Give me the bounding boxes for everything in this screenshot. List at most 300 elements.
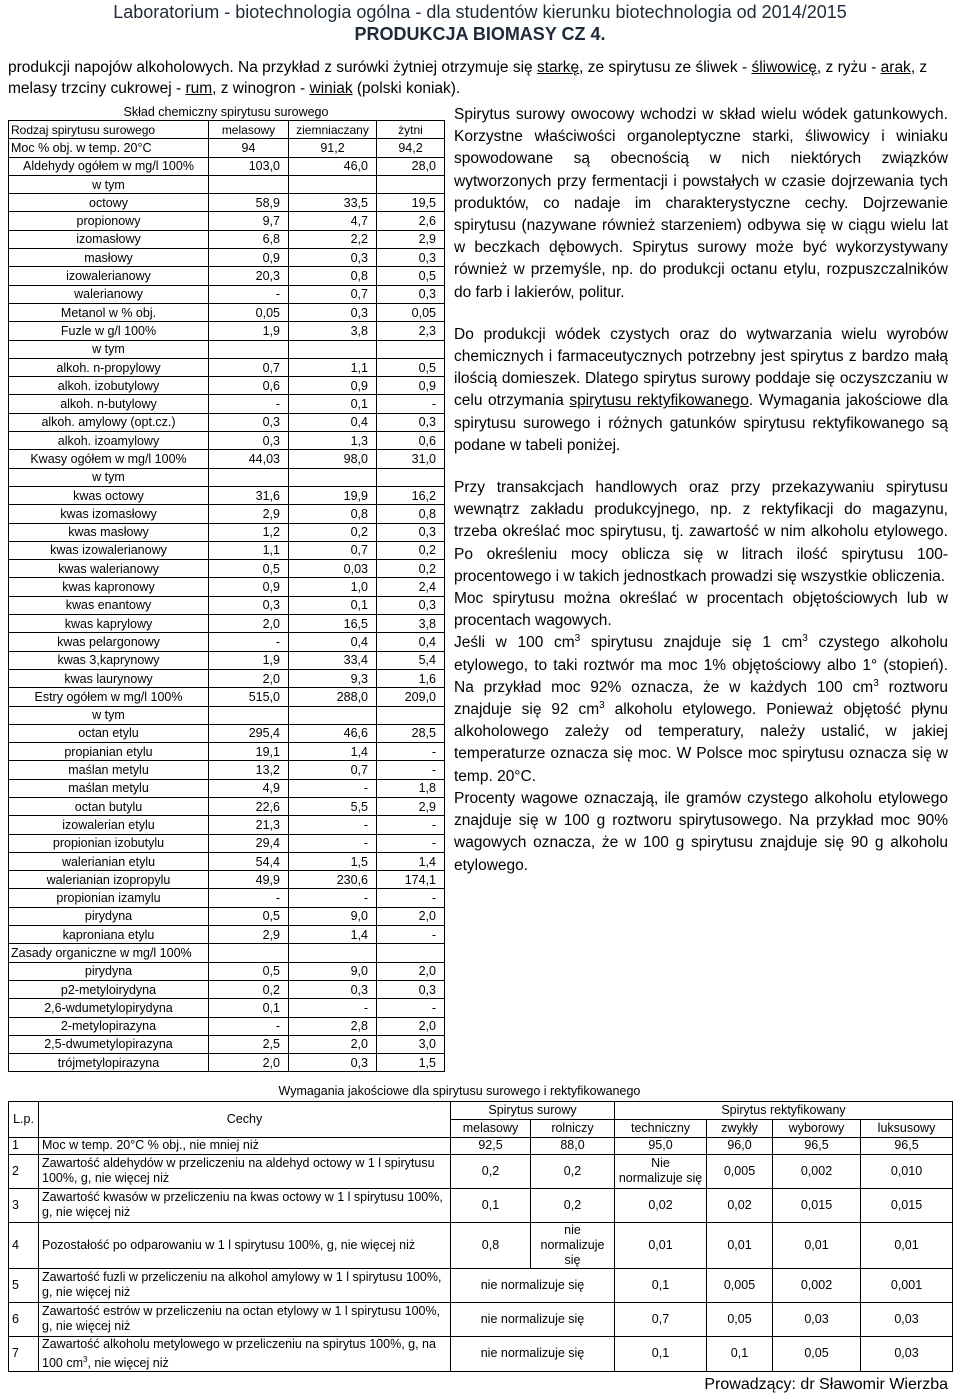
right-text-column [454, 104, 948, 877]
intro-paragraph: produkcji napojów alkoholowych. Na przykład z surówki żytniej otrzymuje się starkę, ze spirytusu ze śliwek - śliwowicę, z ryżu - arak, z melasy trzciny cukrowej - rum, z winogron - winiak (polski koniak). [8, 59, 928, 97]
chem-table-row [9, 926, 445, 944]
chem-table-row [9, 907, 445, 925]
chem-value-b [289, 944, 377, 962]
chem-table-row [9, 139, 445, 157]
chem-value-b: 0,2 [289, 523, 377, 541]
chem-value-b: 1,0 [289, 578, 377, 596]
chem-table-row [9, 962, 445, 980]
chem-value-a: 0,9 [209, 578, 289, 596]
chem-table-row [9, 1017, 445, 1035]
chem-value-b: 98,0 [289, 450, 377, 468]
chem-value-c: 1,4 [377, 852, 445, 870]
chem-value-a: 0,05 [209, 303, 289, 321]
requirements-value: 0,2 [531, 1188, 615, 1222]
chem-row-name: kwas octowy [9, 486, 209, 504]
chem-value-b: - [289, 834, 377, 852]
chem-table-row [9, 432, 445, 450]
chem-value-b: 0,3 [289, 1054, 377, 1072]
chem-value-b: 0,8 [289, 267, 377, 285]
chem-value-b: 4,7 [289, 212, 377, 230]
chem-value-b: 1,4 [289, 926, 377, 944]
chem-row-name: propionowy [9, 212, 209, 230]
chem-value-a: - [209, 285, 289, 303]
chem-value-a: 0,7 [209, 358, 289, 376]
requirements-row-feature: Zawartość aldehydów w przeliczeniu na aldehyd octowy w 1 l spirytusu 100%, g, nie więcej niż [39, 1154, 451, 1188]
term-starka: starkę [536, 59, 580, 76]
chem-value-a: 0,5 [209, 560, 289, 578]
chem-table-row [9, 871, 445, 889]
chem-row-name: walerianowy [9, 285, 209, 303]
col-lp: L.p. [9, 1101, 39, 1137]
chem-value-a: 0,3 [209, 596, 289, 614]
chem-value-a: 0,9 [209, 249, 289, 267]
chem-value-a: 0,1 [209, 999, 289, 1017]
chem-table-row [9, 651, 445, 669]
chem-row-name: Zasady organiczne w mg/l 100% [9, 944, 209, 962]
chem-value-a: 54,4 [209, 852, 289, 870]
chem-value-b: 0,4 [289, 413, 377, 431]
chem-value-a: 22,6 [209, 797, 289, 815]
requirements-table-title: Wymagania jakościowe dla spirytusu surowego i rektyfikowanego [278, 1084, 641, 1099]
chem-row-name: alkoh. izoamylowy [9, 432, 209, 450]
chem-table-row [9, 121, 445, 139]
chem-value-a: 515,0 [209, 688, 289, 706]
chem-row-name: kwas enantowy [9, 596, 209, 614]
chem-value-c: 28,0 [377, 157, 445, 175]
chem-value-a: 0,6 [209, 377, 289, 395]
chem-value-b: 33,4 [289, 651, 377, 669]
chem-value-a: 19,1 [209, 743, 289, 761]
chem-value-c: 0,3 [377, 285, 445, 303]
chem-value-b: - [289, 889, 377, 907]
chem-row-name: Kwasy ogółem w mg/l 100% [9, 450, 209, 468]
chem-table-row [9, 1054, 445, 1072]
requirements-value: 96,0 [707, 1137, 773, 1154]
chem-value-b: 46,0 [289, 157, 377, 175]
chem-value-a: - [209, 395, 289, 413]
chem-table-row [9, 797, 445, 815]
col-zwykly: zwykły [707, 1119, 773, 1137]
paragraph-spirytus-owocowy: Spirytus surowy owocowy wchodzi w skład wielu wódek gatunkowych. Korzystne właściwości organoleptyczne starki, śliwowicy i winiaku spowodowane są obecnością w nich niektórych związków wytworzonych przy fermentacji i powstałych w czasie dojrzewania tych produktów, co nadaje im charakterystyczne cechy. Dojrzewanie spirytusu (nazywane również starzeniem) odbywa się w ciągu wielu lat w beczkach dębowych. Spirytus surowy może być wykorzystywany również w przemyśle, np. do produkcji octanu etylu, rozpuszczalników do farb i lakierów, politur. [454, 106, 948, 301]
chem-table-row [9, 413, 445, 431]
chem-table-row [9, 980, 445, 998]
requirements-value: 95,0 [615, 1137, 707, 1154]
chem-row-name: kwas laurynowy [9, 669, 209, 687]
chem-value-a: 2,0 [209, 615, 289, 633]
chem-value-a [209, 175, 289, 193]
chem-value-a: 58,9 [209, 194, 289, 212]
chem-table-row [9, 212, 445, 230]
chem-value-b: ziemniaczany [289, 121, 377, 139]
chem-value-a: 103,0 [209, 157, 289, 175]
chem-value-a: 2,9 [209, 505, 289, 523]
chem-row-name: w tym [9, 706, 209, 724]
chem-value-a: 21,3 [209, 816, 289, 834]
chem-value-c: 209,0 [377, 688, 445, 706]
header-subtitle: PRODUKCJA BIOMASY CZ 4. [354, 24, 606, 44]
chem-value-a: 2,0 [209, 1054, 289, 1072]
chem-row-name: 2,6-wdumetylopirydyna [9, 999, 209, 1017]
requirements-row-number: 5 [9, 1268, 39, 1302]
chem-value-a: 13,2 [209, 761, 289, 779]
chem-value-a: 295,4 [209, 724, 289, 742]
chem-row-name: kaproniana etylu [9, 926, 209, 944]
chem-value-b [289, 340, 377, 358]
requirements-row-feature: Moc w temp. 20°C % obj., nie mniej niż [39, 1137, 451, 1154]
chem-row-name: walerianian etylu [9, 852, 209, 870]
chem-value-c: 2,0 [377, 907, 445, 925]
chem-row-name: octan butylu [9, 797, 209, 815]
requirements-value: 0,1 [615, 1336, 707, 1371]
chem-value-c: 3,8 [377, 615, 445, 633]
requirements-row-feature: Zawartość estrów w przeliczeniu na octan etylowy w 1 l spirytusu 100%, g, nie więcej niż [39, 1302, 451, 1336]
chem-value-c [377, 340, 445, 358]
col-techniczny: techniczny [615, 1119, 707, 1137]
chem-table-row [9, 578, 445, 596]
chem-table-row [9, 395, 445, 413]
requirements-value: 0,01 [773, 1222, 861, 1268]
requirements-value: 0,03 [861, 1302, 953, 1336]
chem-value-c: 2,9 [377, 230, 445, 248]
chem-value-b: 288,0 [289, 688, 377, 706]
term-arak: arak [880, 59, 911, 76]
chem-row-name: alkoh. izobutylowy [9, 377, 209, 395]
paragraph-moc-spirytusu: Moc spirytusu można określać w procentach objętościowych lub w procentach wagowych. [454, 590, 948, 630]
chem-row-name: alkoh. n-butylowy [9, 395, 209, 413]
chem-value-c: 1,5 [377, 1054, 445, 1072]
chem-value-a: melasowy [209, 121, 289, 139]
requirements-value: 0,02 [615, 1188, 707, 1222]
chem-value-b: - [289, 779, 377, 797]
chem-value-a: 0,5 [209, 962, 289, 980]
term-sliwowica: śliwowicę [751, 59, 817, 76]
chem-row-name: w tym [9, 175, 209, 193]
chem-value-b: 0,9 [289, 377, 377, 395]
chem-table-row [9, 541, 445, 559]
chem-value-a: 0,2 [209, 980, 289, 998]
requirements-value: 0,01 [707, 1222, 773, 1268]
requirements-row [9, 1302, 953, 1336]
chem-table-row [9, 450, 445, 468]
chem-value-b: 46,6 [289, 724, 377, 742]
chem-value-a [209, 340, 289, 358]
chem-value-c: 0,3 [377, 596, 445, 614]
chem-table-row [9, 194, 445, 212]
chem-row-name: kwas izowalerianowy [9, 541, 209, 559]
chem-value-c: 0,05 [377, 303, 445, 321]
requirements-value: 0,1 [615, 1268, 707, 1302]
chem-row-name: izowalerianowy [9, 267, 209, 285]
chem-row-name: Moc % obj. w temp. 20°C [9, 139, 209, 157]
col-wyborowy: wyborowy [773, 1119, 861, 1137]
chem-value-a: 29,4 [209, 834, 289, 852]
term-rum: rum [185, 80, 213, 97]
chem-value-b: 1,5 [289, 852, 377, 870]
chem-value-c: 0,2 [377, 541, 445, 559]
chem-value-b: 0,3 [289, 980, 377, 998]
chem-row-name: kwas kapronowy [9, 578, 209, 596]
chem-row-name: 2,5-dwumetylopirazyna [9, 1035, 209, 1053]
requirements-value: 0,2 [451, 1154, 531, 1188]
requirements-value: 0,005 [707, 1154, 773, 1188]
chem-row-name: kwas kaprylowy [9, 615, 209, 633]
chem-row-name: propionian izobutylu [9, 834, 209, 852]
footer-lecturer: Prowadzący: dr Sławomir Wierzba [704, 1376, 948, 1393]
chem-value-b [289, 468, 377, 486]
chem-value-a: - [209, 633, 289, 651]
chem-row-name: alkoh. amylowy (opt.cz.) [9, 413, 209, 431]
term-winiak: winiak [309, 80, 353, 97]
chem-value-c: 28,5 [377, 724, 445, 742]
chem-value-a: 9,7 [209, 212, 289, 230]
requirements-row-number: 7 [9, 1336, 39, 1371]
chem-value-a: 4,9 [209, 779, 289, 797]
chem-row-name: alkoh. n-propylowy [9, 358, 209, 376]
chem-table-row [9, 230, 445, 248]
chem-row-name: izowalerian etylu [9, 816, 209, 834]
chem-value-c: - [377, 743, 445, 761]
chem-table-row [9, 999, 445, 1017]
chem-row-name: kwas pelargonowy [9, 633, 209, 651]
chem-table-row [9, 1035, 445, 1053]
requirements-merged-value: nie normalizuje się [451, 1302, 615, 1336]
chemical-composition-table [8, 104, 444, 1072]
chem-table-row [9, 633, 445, 651]
chem-value-c: 2,3 [377, 322, 445, 340]
chem-row-name: 2-metylopirazyna [9, 1017, 209, 1035]
chem-value-a: 1,9 [209, 651, 289, 669]
chem-row-name: Estry ogółem w mg/l 100% [9, 688, 209, 706]
chem-row-name: maślan metylu [9, 779, 209, 797]
chem-value-b: 0,4 [289, 633, 377, 651]
chem-value-c: 2,9 [377, 797, 445, 815]
requirements-value: Nie normalizuje się [615, 1154, 707, 1188]
requirements-table [8, 1083, 952, 1372]
chem-row-name: w tym [9, 340, 209, 358]
chem-value-a: 1,2 [209, 523, 289, 541]
col-luksusowy: luksusowy [861, 1119, 953, 1137]
paragraph-procent-wagowy: Procenty wagowe oznaczają, ile gramów czystego alkoholu etylowego znajduje się w 100 g roztworu spirytusowego. Na przykład moc 90% wagowych oznacza, że w 100 g spirytusu znajduje się 90 g alkoholu etylowego. [454, 789, 948, 874]
chem-table-row [9, 157, 445, 175]
chem-row-name: kwas masłowy [9, 523, 209, 541]
requirements-row-number: 1 [9, 1137, 39, 1154]
requirements-value: 88,0 [531, 1137, 615, 1154]
chem-value-c: 0,6 [377, 432, 445, 450]
chem-row-name: izomasłowy [9, 230, 209, 248]
requirements-row [9, 1137, 953, 1154]
chem-value-c: 2,0 [377, 962, 445, 980]
requirements-value: 0,01 [861, 1222, 953, 1268]
requirements-row [9, 1154, 953, 1188]
chem-row-name: maślan metylu [9, 761, 209, 779]
requirements-value: 0,05 [773, 1336, 861, 1371]
chem-row-name: kwas walerianowy [9, 560, 209, 578]
chem-value-b: 33,5 [289, 194, 377, 212]
chem-value-a: 0,3 [209, 413, 289, 431]
chem-value-b: 2,8 [289, 1017, 377, 1035]
chem-value-b: 0,1 [289, 596, 377, 614]
chem-value-c: 1,8 [377, 779, 445, 797]
chem-table-row [9, 615, 445, 633]
chem-table-row [9, 175, 445, 193]
requirements-value: 0,05 [707, 1302, 773, 1336]
requirements-value: nie normalizuje się [531, 1222, 615, 1268]
chem-row-name: Aldehydy ogółem w mg/l 100% [9, 157, 209, 175]
requirements-value: 0,7 [615, 1302, 707, 1336]
chem-value-a: 44,03 [209, 450, 289, 468]
chem-value-b: 1,4 [289, 743, 377, 761]
chem-value-b: 19,9 [289, 486, 377, 504]
requirements-value: 0,005 [707, 1268, 773, 1302]
chem-value-b: 1,3 [289, 432, 377, 450]
requirements-row-feature: Zawartość kwasów w przeliczeniu na kwas octowy w 1 l spirytusu 100%, g, nie więcej niż [39, 1188, 451, 1222]
chem-value-c: 0,9 [377, 377, 445, 395]
chem-value-b: 0,1 [289, 395, 377, 413]
chem-value-b [289, 175, 377, 193]
chem-row-name: octan etylu [9, 724, 209, 742]
chem-value-c: - [377, 816, 445, 834]
chem-value-c [377, 706, 445, 724]
requirements-value: 0,010 [861, 1154, 953, 1188]
requirements-value: 0,2 [531, 1154, 615, 1188]
requirements-value: 0,03 [861, 1336, 953, 1371]
chem-row-name: Fuzle w g/l 100% [9, 322, 209, 340]
chem-value-c: - [377, 926, 445, 944]
chem-row-name: propionian izamylu [9, 889, 209, 907]
requirements-value: 0,03 [773, 1302, 861, 1336]
chem-value-b: 2,2 [289, 230, 377, 248]
chem-table-row [9, 468, 445, 486]
requirements-value: 92,5 [451, 1137, 531, 1154]
chem-value-b: 3,8 [289, 322, 377, 340]
chem-value-a [209, 468, 289, 486]
requirements-row-feature: Zawartość alkoholu metylowego w przeliczeniu na spirytus 100%, g, na 100 $cm^3$, nie więcej niż [39, 1336, 451, 1371]
chem-table-row [9, 743, 445, 761]
col-spirytus-rektyfikowany: Spirytus rektyfikowany [615, 1101, 953, 1119]
col-melasowy: melasowy [451, 1119, 531, 1137]
chem-row-name: Rodzaj spirytusu surowego [9, 121, 209, 139]
chem-value-c: 31,0 [377, 450, 445, 468]
chem-value-c: 0,8 [377, 505, 445, 523]
chem-value-c: 1,6 [377, 669, 445, 687]
chem-table-row [9, 706, 445, 724]
header-title: Laboratorium - biotechnologia ogólna - dla studentów kierunku biotechnologia od 2014/2015 [113, 2, 847, 22]
chem-value-c: 94,2 [377, 139, 445, 157]
chem-value-a: 20,3 [209, 267, 289, 285]
chem-row-name: kwas 3,kaprynowy [9, 651, 209, 669]
chem-table-row [9, 669, 445, 687]
chem-value-b: 9,3 [289, 669, 377, 687]
chem-value-a: 1,9 [209, 322, 289, 340]
requirements-value: 96,5 [773, 1137, 861, 1154]
requirements-row [9, 1188, 953, 1222]
requirements-row [9, 1222, 953, 1268]
requirements-row-number: 4 [9, 1222, 39, 1268]
chem-value-a: 1,1 [209, 541, 289, 559]
chem-table-row [9, 285, 445, 303]
col-spirytus-surowy: Spirytus surowy [451, 1101, 615, 1119]
requirements-row-number: 3 [9, 1188, 39, 1222]
chem-value-b: 9,0 [289, 907, 377, 925]
chem-value-c: 3,0 [377, 1035, 445, 1053]
chem-value-a: 94 [209, 139, 289, 157]
chem-value-b: 0,3 [289, 303, 377, 321]
chem-row-name: propianian etylu [9, 743, 209, 761]
chem-value-a: 2,9 [209, 926, 289, 944]
chem-table-row [9, 340, 445, 358]
chem-value-a [209, 944, 289, 962]
chem-value-c: żytni [377, 121, 445, 139]
chem-value-c: 16,2 [377, 486, 445, 504]
chem-value-a: 0,5 [209, 907, 289, 925]
requirements-row-feature: Pozostałość po odparowaniu w 1 l spirytusu 100%, g, nie więcej niż [39, 1222, 451, 1268]
requirements-value: 0,02 [707, 1188, 773, 1222]
chem-value-a: 2,0 [209, 669, 289, 687]
requirements-value: 0,1 [707, 1336, 773, 1371]
requirements-value: 0,002 [773, 1268, 861, 1302]
chem-value-b: - [289, 816, 377, 834]
chem-value-b: 0,03 [289, 560, 377, 578]
chem-value-c: - [377, 761, 445, 779]
chem-value-b: 9,0 [289, 962, 377, 980]
chem-value-a: 49,9 [209, 871, 289, 889]
col-cechy: Cechy [39, 1101, 451, 1137]
chem-value-b: 0,7 [289, 541, 377, 559]
chemical-table-title: Skład chemiczny spirytusu surowego [123, 105, 329, 119]
chem-value-b: 230,6 [289, 871, 377, 889]
chem-value-c: 0,4 [377, 633, 445, 651]
chem-row-name: Metanol w % obj. [9, 303, 209, 321]
requirements-value: 0,01 [615, 1222, 707, 1268]
chem-value-a: 2,5 [209, 1035, 289, 1053]
chem-table-row [9, 944, 445, 962]
chem-value-a: 0,3 [209, 432, 289, 450]
chem-value-b: 1,1 [289, 358, 377, 376]
requirements-row [9, 1268, 953, 1302]
chem-value-b: 0,7 [289, 285, 377, 303]
requirements-value: 0,001 [861, 1268, 953, 1302]
chem-row-name: pirydyna [9, 907, 209, 925]
requirements-value: 0,8 [451, 1222, 531, 1268]
requirements-value: 0,1 [451, 1188, 531, 1222]
chem-value-c: - [377, 999, 445, 1017]
chem-value-c: 174,1 [377, 871, 445, 889]
chem-table-row [9, 523, 445, 541]
chem-table-row [9, 852, 445, 870]
chem-row-name: kwas izomasłowy [9, 505, 209, 523]
chem-row-name: trójmetylopirazyna [9, 1054, 209, 1072]
requirements-value: 0,015 [861, 1188, 953, 1222]
chem-value-c: - [377, 834, 445, 852]
chem-table-row [9, 834, 445, 852]
chem-value-c: - [377, 395, 445, 413]
chem-value-b: 0,3 [289, 249, 377, 267]
chem-table-row [9, 761, 445, 779]
chem-value-a: 6,8 [209, 230, 289, 248]
chem-value-a: - [209, 889, 289, 907]
chem-value-c: 0,2 [377, 560, 445, 578]
chem-table-row [9, 322, 445, 340]
chem-value-c: 2,4 [377, 578, 445, 596]
chem-value-b: 0,7 [289, 761, 377, 779]
requirements-value: 96,5 [861, 1137, 953, 1154]
chem-value-c [377, 468, 445, 486]
chem-table-row [9, 816, 445, 834]
chem-value-a: 31,6 [209, 486, 289, 504]
chem-value-b: - [289, 999, 377, 1017]
requirements-row [9, 1336, 953, 1371]
chem-value-c: 0,3 [377, 980, 445, 998]
